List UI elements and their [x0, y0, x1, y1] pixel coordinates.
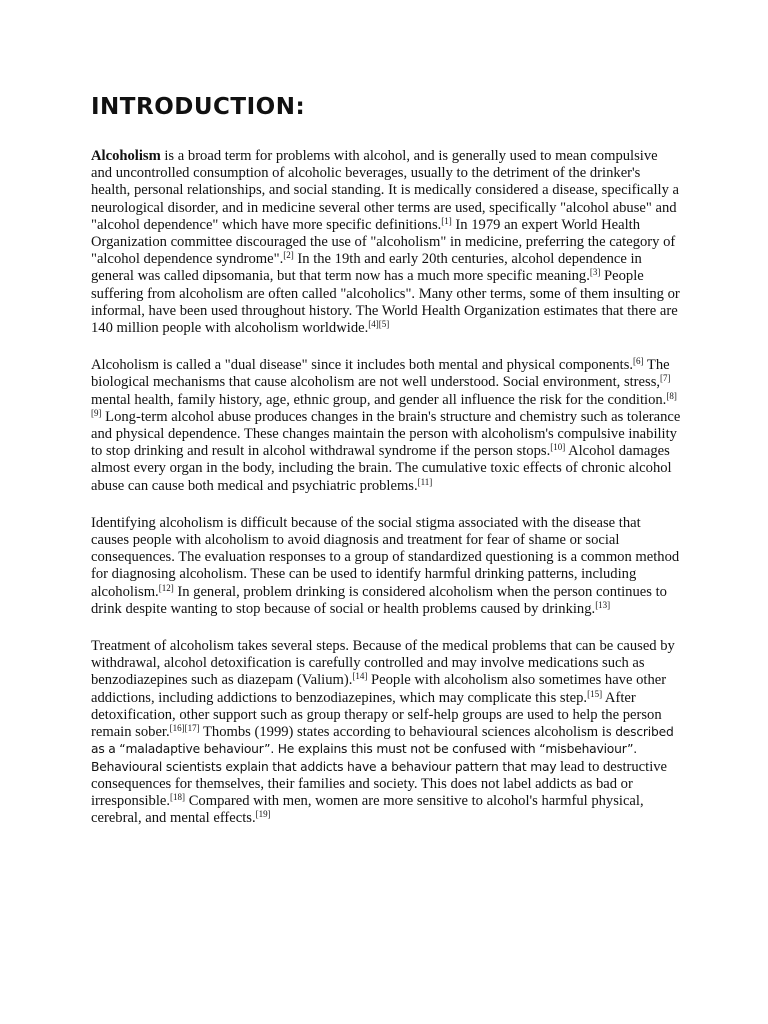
paragraph-3 — [91, 515, 681, 618]
paragraph-1 — [91, 148, 681, 337]
citation-ref[interactable]: [12] — [158, 582, 174, 593]
text-span: Long-term alcohol abuse produces changes in the brain's structure and chemistry such as tolerance and physical dependence. These changes maintain the person with alcoholism's compulsive inability to stop drinking and result in alcohol withdrawal syndrome if the person stops. — [91, 408, 681, 460]
text-span: Alcoholism is called a "dual disease" since it includes both mental and physical components. — [91, 357, 634, 374]
text-span: Alcohol damages almost every organ in the body, including the brain. The cumulative toxic effects of chronic alcohol abuse can cause both medical and psychiatric problems. — [91, 443, 672, 494]
citation-ref[interactable]: [3] — [589, 267, 601, 278]
document-body — [91, 148, 681, 847]
citation-ref[interactable]: [1] — [441, 215, 452, 226]
text-span: is a broad term for problems with alcohol, and is generally used to mean compulsive and uncontrolled consumption of alcoholic beverages, usually to the detriment of the drinker's health, personal relationships, and social standing. It is medically considered a disease, specifically a neurological disorder, and in medicine several other terms are used, specifically "alcohol abuse" and "alcohol dependence" which have more specific definitions. — [91, 148, 680, 233]
text-span: Identifying alcoholism is difficult because of the social stigma associated with the disease that causes people with alcoholism to avoid diagnosis and treatment for fear of shame or social consequences. The evaluation responses to a group of standardized questioning is a common method for diagnosing alcoholism. These can be used to identify harmful drinking patterns, including alcoholism. — [91, 514, 680, 600]
citation-ref[interactable]: [19] — [255, 809, 271, 820]
text-span: Treatment of alcoholism takes several steps. Because of the medical problems that can be caused by withdrawal, alcohol detoxification is carefully controlled and may involve medications such as benzodiazepines such as diazepam (Valium). — [91, 638, 675, 689]
bold-term: Alcoholism — [91, 148, 161, 164]
text-span-alt-font: described as a “maladaptive behaviour”. He explains this must not be confused with “misbehaviour”. Behavioural scientists explain that addicts have a behaviour pattern that may — [91, 725, 674, 774]
text-span: People suffering from alcoholism are often called "alcoholics". Many other terms, some of them insulting or informal, have been used throughout history. The World Health Organization estimates that there are 140 million people with alcoholism worldwide. — [91, 268, 680, 337]
citation-ref[interactable]: [16][17] — [169, 723, 200, 734]
text-span: People with alcoholism also sometimes have other addictions, including addictions to benzodiazepines, which may complicate this step. — [91, 672, 667, 706]
citation-ref[interactable]: [7] — [660, 373, 671, 384]
citation-ref[interactable]: [8][9] — [91, 390, 677, 418]
text-span: Thombs (1999) states according to behavioural sciences alcoholism is — [199, 724, 612, 741]
citation-ref[interactable]: [6] — [633, 356, 644, 367]
text-span: In general, problem drinking is considered alcoholism when the person continues to drink despite wanting to stop because of social or health problems caused by drinking. — [91, 583, 667, 617]
citation-ref[interactable]: [14] — [352, 671, 368, 682]
paragraph-2 — [91, 357, 681, 495]
citation-ref[interactable]: [2] — [283, 250, 294, 261]
citation-ref[interactable]: [4][5] — [368, 319, 390, 330]
citation-ref[interactable]: [15] — [587, 688, 603, 699]
citation-ref[interactable]: [13] — [595, 599, 611, 610]
text-span: In 1979 an expert World Health Organization committee discouraged the use of "alcoholism" in medicine, preferring the category of "alcohol dependence syndrome". — [91, 216, 676, 268]
citation-ref[interactable]: [10] — [550, 442, 566, 453]
text-span: In the 19th and early 20th centuries, alcohol dependence in general was called dipsomania, but that term now has a much more specific meaning. — [91, 251, 642, 285]
citation-ref[interactable]: [18] — [170, 791, 186, 802]
text-span: The biological mechanisms that cause alcoholism are not well understood. Social environment, stress, — [91, 357, 670, 391]
paragraph-4 — [91, 638, 681, 827]
text-span: Compared with men, women are more sensitive to alcohol's harmful physical, cerebral, and mental effects. — [91, 792, 644, 827]
citation-ref[interactable]: [11] — [417, 476, 433, 487]
text-span: mental health, family history, age, ethnic group, and gender all influence the risk for the condition. — [91, 391, 667, 408]
page-heading: INTRODUCTION: — [91, 94, 306, 120]
text-span: After detoxification, other support such as group therapy or self-help groups are used to help the person remain sober. — [91, 689, 662, 741]
text-span: lead to destructive consequences for themselves, their families and society. This does not label addicts as bad or irresponsible. — [91, 758, 668, 809]
